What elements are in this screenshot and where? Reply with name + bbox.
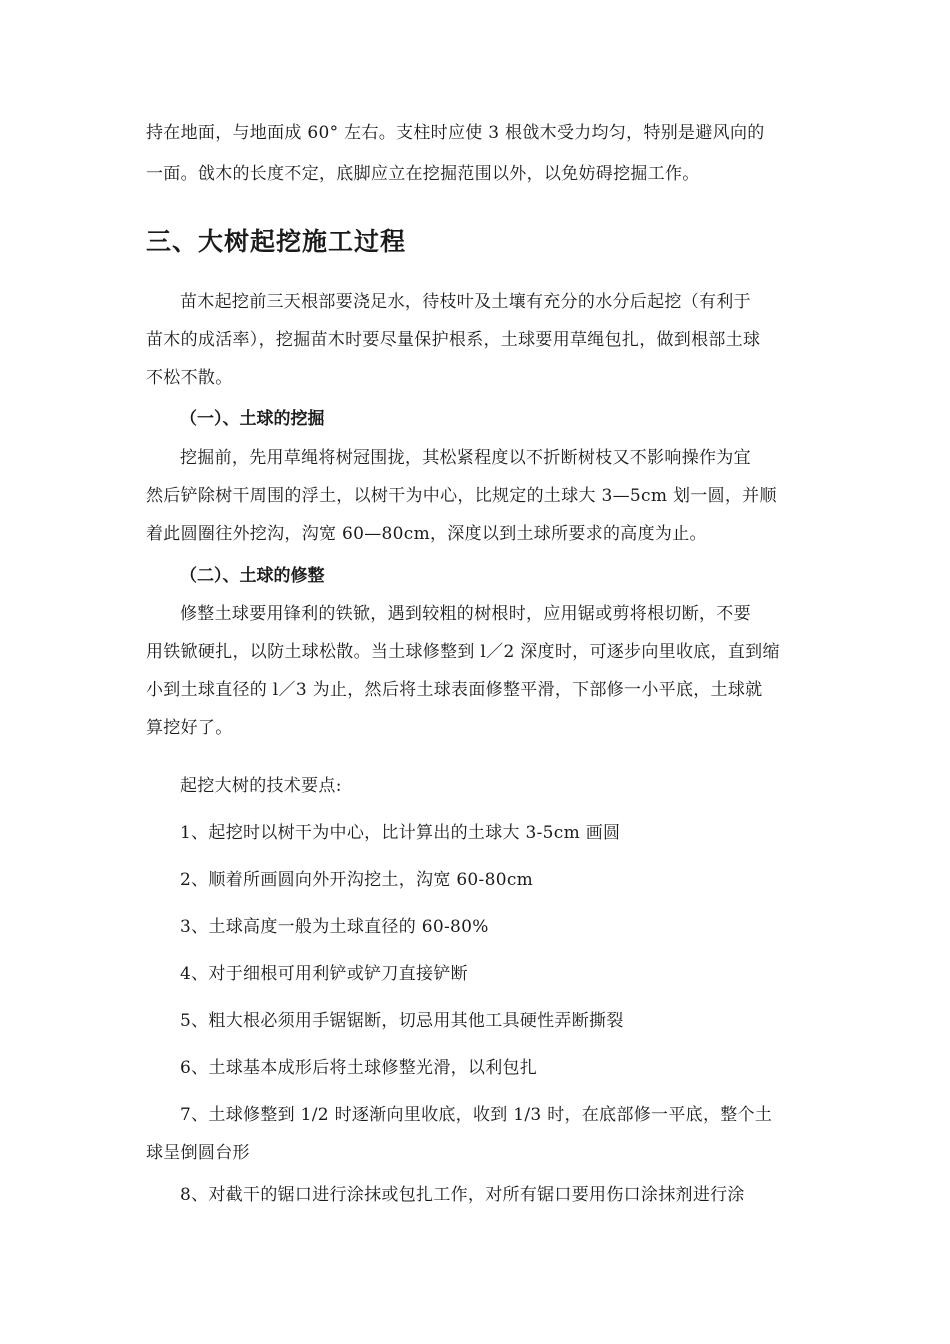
paragraph-line: 苗木的成活率），挖掘苗木时要尽量保护根系，土球要用草绳包扎，做到根部土球 [146, 330, 761, 350]
section-heading: 三、大树起挖施工过程 [146, 227, 407, 256]
paragraph-line: 挖掘前，先用草绳将树冠围拢，其松紧程度以不折断树枝又不影响操作为宜 [180, 448, 751, 468]
list-item: 8、对截干的锯口进行涂抹或包扎工作，对所有锯口要用伤口涂抹剂进行涂 [180, 1185, 745, 1205]
paragraph-line: 不松不散。 [146, 368, 233, 388]
paragraph-line: 修整土球要用锋利的铁锨，遇到较粗的树根时，应用锯或剪将根切断，不要 [180, 604, 751, 624]
list-item: 1、起挖时以树干为中心，比计算出的土球大 3-5cm 画圆 [180, 823, 621, 843]
intro-line: 持在地面，与地面成 60° 左右。支柱时应使 3 根戗木受力均匀，特别是避风向的 [146, 123, 765, 143]
subsection-heading: （二）、土球的修整 [180, 566, 325, 586]
subsection-heading: （一）、土球的挖掘 [180, 409, 325, 429]
paragraph-line: 苗木起挖前三天根部要浇足水，待枝叶及土壤有充分的水分后起挖（有利于 [180, 292, 751, 312]
paragraph-line: 用铁锨硬扎，以防土球松散。当土球修整到 l／2 深度时，可逐步向里收底，直到缩 [146, 642, 780, 662]
key-points-title: 起挖大树的技术要点: [180, 776, 342, 796]
paragraph-line: 小到土球直径的 l／3 为止，然后将土球表面修整平滑，下部修一小平底，土球就 [146, 680, 763, 700]
list-item: 4、对于细根可用利铲或铲刀直接铲断 [180, 964, 468, 984]
paragraph-line: 算挖好了。 [146, 718, 233, 738]
list-item: 2、顺着所画圆向外开沟挖土，沟宽 60-80cm [180, 870, 534, 890]
intro-line: 一面。戗木的长度不定，底脚应立在挖掘范围以外，以免妨碍挖掘工作。 [146, 164, 700, 184]
list-item: 3、土球高度一般为土球直径的 60-80% [180, 917, 489, 937]
list-item: 5、粗大根必须用手锯锯断，切忌用其他工具硬性弄断撕裂 [180, 1011, 624, 1031]
list-item-continuation: 球呈倒圆台形 [146, 1143, 250, 1163]
list-item: 6、土球基本成形后将土球修整光滑，以利包扎 [180, 1058, 538, 1078]
list-item: 7、土球修整到 1/2 时逐渐向里收底，收到 1/3 时，在底部修一平底，整个土 [180, 1105, 773, 1125]
paragraph-line: 然后铲除树干周围的浮土，以树干为中心，比规定的土球大 3—5cm 划一圆，并顺 [146, 486, 777, 506]
paragraph-line: 着此圆圈往外挖沟，沟宽 60—80cm，深度以到土球所要求的高度为止。 [146, 524, 707, 544]
